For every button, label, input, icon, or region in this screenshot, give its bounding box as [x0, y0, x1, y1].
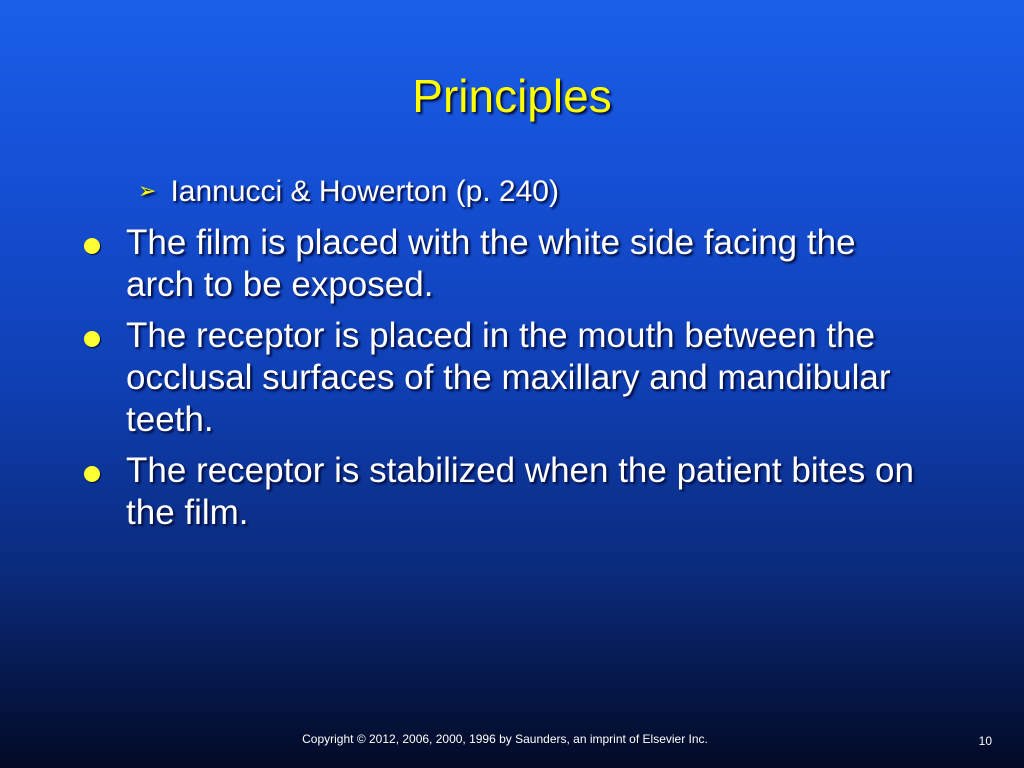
- page-number: 10: [978, 734, 992, 748]
- bullet-dot-icon: [84, 238, 100, 254]
- arrow-bullet-icon: ➢: [138, 178, 157, 203]
- sub-bullet-text: Iannucci & Howerton (p. 240): [170, 175, 559, 208]
- list-item: [84, 315, 944, 441]
- sub-bullet: [138, 173, 559, 211]
- bullet-text: The receptor is stabilized when the patient bites on the film.: [126, 451, 914, 532]
- bullet-text: The receptor is placed in the mouth between the occlusal surfaces of the maxillary and mandibular teeth.: [126, 316, 891, 439]
- bullet-dot-icon: [84, 466, 100, 482]
- bullet-text: The film is placed with the white side facing the arch to be exposed.: [126, 223, 856, 304]
- list-item: [84, 450, 944, 534]
- bullet-dot-icon: [84, 331, 100, 347]
- bullet-list: [84, 222, 944, 543]
- copyright-footer: Copyright © 2012, 2006, 2000, 1996 by Saunders, an imprint of Elsevier Inc.: [302, 732, 708, 746]
- list-item: [84, 222, 944, 306]
- slide-title: Principles: [412, 70, 612, 122]
